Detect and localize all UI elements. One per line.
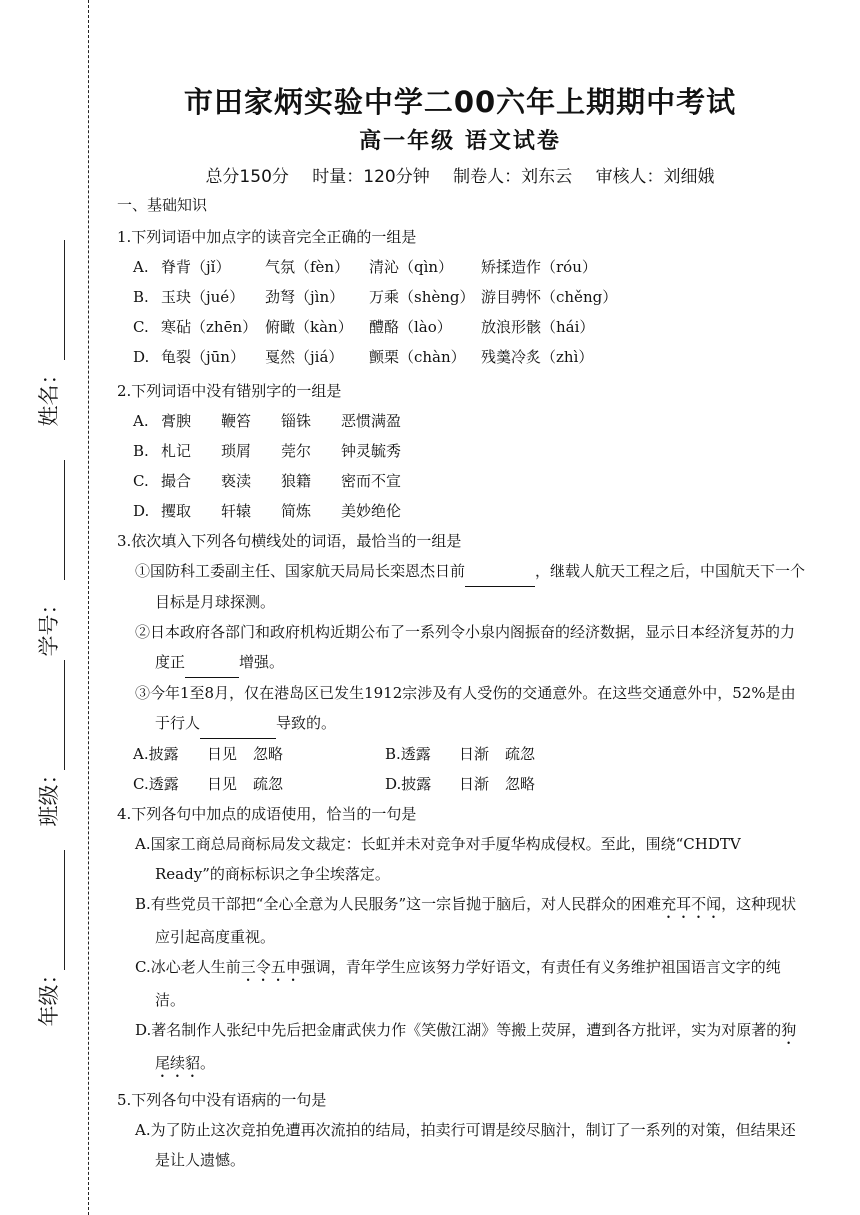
q1-option-c [117, 312, 807, 342]
option-term: 气氛（fèn） [265, 258, 350, 276]
exam-subtitle: 高一年级 语文试卷 [359, 128, 561, 154]
option-letter: C. [133, 472, 149, 490]
option-term: B.透露 [385, 745, 431, 763]
option-letter: D. [133, 502, 150, 520]
question-2-stem: 2.下列词语中没有错别字的一组是 [117, 382, 342, 400]
option-term: 鞭笞 [221, 412, 252, 430]
option-term: 颤栗（chàn） [369, 348, 466, 366]
option-term: 忽略 [505, 775, 536, 793]
question-1-stem: 1.下列词语中加点字的读音完全正确的一组是 [117, 228, 417, 246]
total-score: 总分150分 [205, 167, 289, 187]
option-term: 美妙绝伦 [341, 502, 402, 520]
q2-option-a [117, 406, 807, 436]
option-term: 亵渎 [221, 472, 252, 490]
option-term: 札记 [161, 442, 192, 460]
exam-content [117, 190, 807, 1175]
class-line[interactable] [64, 660, 65, 770]
q4-option-b: B.有些党员干部把“全心全意为人民服务”这一宗旨抛于脑后，对人民群众的困难充耳不闻，这种现状应引起高度重视。 [135, 895, 797, 946]
option-term: D.披露 [385, 775, 432, 793]
option-term: 钟灵毓秀 [341, 442, 402, 460]
option-letter: C. [133, 318, 149, 336]
option-letter: B. [133, 442, 149, 460]
answer-blank[interactable] [185, 647, 239, 678]
q3-sentence-3: ③今年1至8月，仅在港岛区已发生1912宗涉及有人受伤的交通意外。在这些交通意外中，52%是由于行人 导致的。 [117, 678, 807, 739]
option-term: 戛然（jiá） [265, 348, 344, 366]
option-term: 膏腴 [161, 412, 192, 430]
option-term: 疏忽 [253, 775, 284, 793]
option-term: 清沁（qìn） [369, 258, 454, 276]
option-term: 狼籍 [281, 472, 312, 490]
option-term: 莞尔 [281, 442, 312, 460]
option-term: A.披露 [133, 745, 179, 763]
option-term: 忽略 [253, 745, 284, 763]
emphasized-idiom: 三令五申 [240, 958, 301, 976]
class-label: 班级： [37, 763, 61, 827]
option-term: 密而不宣 [341, 472, 402, 490]
answer-blank[interactable] [200, 708, 276, 739]
q2-option-d [117, 496, 807, 526]
reviewer: 审核人：刘细娥 [595, 167, 715, 187]
q2-option-b [117, 436, 807, 466]
option-term: 玉玦（jué） [161, 288, 245, 306]
option-term: 恶惯满盈 [341, 412, 402, 430]
answer-blank[interactable] [465, 556, 535, 587]
option-term: 简炼 [281, 502, 312, 520]
option-term: 撮合 [161, 472, 192, 490]
option-term: 万乘（shèng） [369, 288, 475, 306]
student-id-line[interactable] [64, 460, 65, 580]
option-letter: D. [133, 348, 150, 366]
option-term: 锱铢 [281, 412, 312, 430]
q4-option-c: C.冰心老人生前三令五申强调，青年学生应该努力学好语文，有责任有义务维护祖国语言文字的纯洁。 [135, 958, 781, 1009]
option-term: 劲弩（jìn） [265, 288, 345, 306]
q1-option-d [117, 342, 807, 372]
option-term: 日见 [207, 775, 238, 793]
option-term: 脊背（jǐ） [161, 258, 231, 276]
option-term: 日渐 [459, 775, 490, 793]
emphasized-idiom: 充耳不闻 [661, 895, 722, 913]
q3-option-row [117, 769, 807, 799]
maker: 制卷人：刘东云 [453, 167, 573, 187]
q2-option-c [117, 466, 807, 496]
option-term: 矫揉造作（róu） [481, 258, 597, 276]
emphasized-idiom: 狗尾续貂 [155, 1021, 797, 1072]
option-letter: B. [133, 288, 149, 306]
option-term: 游目骋怀（chěng） [481, 288, 618, 306]
option-term: 残羹冷炙（zhì） [481, 348, 594, 366]
q3-sentence-1: ①国防科工委副主任、国家航天局局长栾恩杰日前 ，继载人航天工程之后，中国航天下一个目标是月球探测。 [117, 556, 807, 617]
section-heading: 一、基础知识 [117, 196, 208, 214]
q5-option-a: A.为了防止这次竞拍免遭再次流拍的结局，拍卖行可谓是绞尽脑汁，制订了一系列的对策，但结果还是让人遗憾。 [135, 1121, 796, 1169]
name-line[interactable] [64, 240, 65, 360]
q1-option-a [117, 252, 807, 282]
exam-title: 市田家炳实验中学二00六年上期期中考试 [183, 85, 737, 119]
option-term: 寒砧（zhēn） [161, 318, 258, 336]
time-limit: 时量：120分钟 [312, 167, 430, 187]
option-term: 龟裂（jūn） [161, 348, 245, 366]
option-term: 疏忽 [505, 745, 536, 763]
grade-label: 年级： [37, 963, 61, 1027]
student-id-label: 学号： [37, 593, 61, 657]
option-term: 轩辕 [221, 502, 252, 520]
option-term: 攫取 [161, 502, 192, 520]
option-term: 琐屑 [221, 442, 252, 460]
option-term: C.透露 [133, 775, 179, 793]
question-5-stem: 5.下列各句中没有语病的一句是 [117, 1091, 327, 1109]
option-letter: A. [133, 412, 149, 430]
exam-info [0, 162, 860, 187]
q4-option-d: D.著名制作人张纪中先后把金庸武侠力作《笑傲江湖》等搬上荧屏，遭到各方批评，实为对原著的狗尾续貂。 [135, 1021, 797, 1072]
grade-line[interactable] [64, 850, 65, 970]
option-term: 俯瞰（kàn） [265, 318, 353, 336]
q1-option-b [117, 282, 807, 312]
name-label: 姓名： [37, 363, 61, 427]
question-4-stem: 4.下列各句中加点的成语使用，恰当的一句是 [117, 805, 417, 823]
question-3-stem: 3.依次填入下列各句横线处的词语，最恰当的一组是 [117, 532, 462, 550]
option-term: 放浪形骸（hái） [481, 318, 595, 336]
q4-option-a: A.国家工商总局商标局发文裁定：长虹并未对竞争对手厦华构成侵权。至此，围绕“CHDTV Ready”的商标标识之争尘埃落定。 [135, 835, 741, 883]
option-term: 日见 [207, 745, 238, 763]
option-term: 醴酪（lào） [369, 318, 452, 336]
q3-sentence-2: ②日本政府各部门和政府机构近期公布了一系列令小泉内阁振奋的经济数据，显示日本经济复苏的力度正 增强。 [117, 617, 807, 678]
option-term: 日渐 [459, 745, 490, 763]
option-letter: A. [133, 258, 149, 276]
q3-option-row [117, 739, 807, 769]
